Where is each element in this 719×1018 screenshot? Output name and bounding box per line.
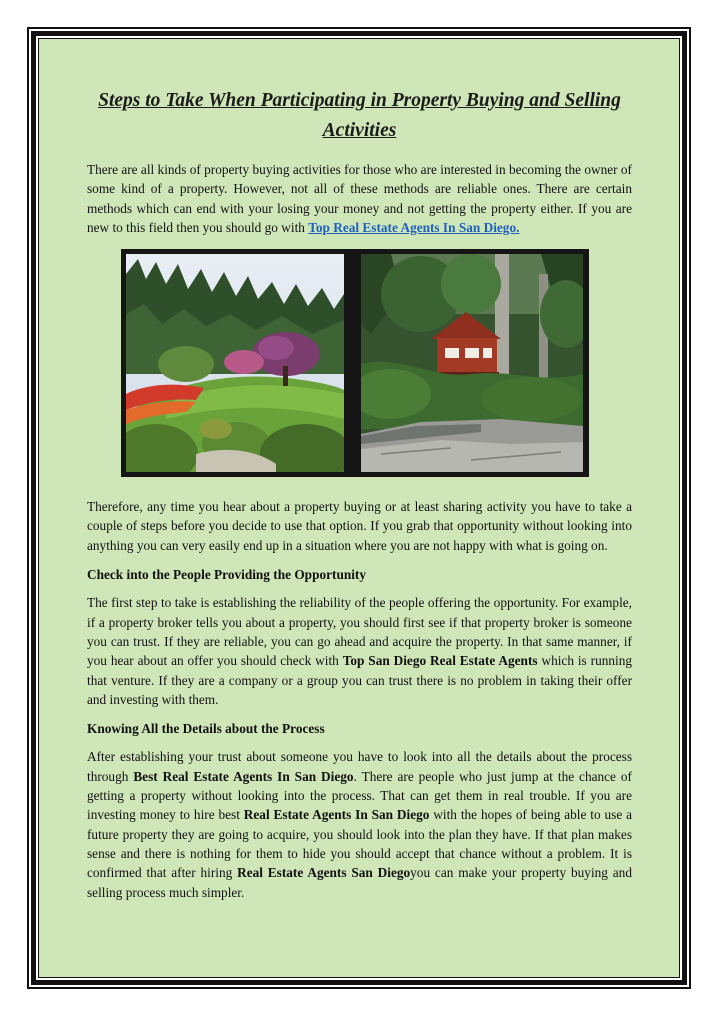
section1-paragraph [87, 593, 632, 709]
section1-text-b: which is running that venture. If they are a company or a group you can trust there is no problem in taking their offer and investing with them. [87, 653, 633, 707]
section1-text-a: The first step to take is establishing the reliability of the people offering the opportunity. For example, if a property broker tells you about a property, you should first see if that property broker is someone you can trust. If they are reliable, you can go ahead and acquire the property. In that same manner, if you hear about an offer you should check with [87, 595, 632, 669]
top-agents-link[interactable]: Top Real Estate Agents In San Diego. [308, 219, 520, 235]
intro-text: There are all kinds of property buying activities for those who are interested in becoming the owner of some kind of a property. However, not all of these methods are reliable ones. There are certain methods which can end with your losing your money and not getting the property either. If you are new to this field then you should go with [87, 162, 632, 235]
section1-bold-agents: Top San Diego Real Estate Agents [342, 653, 538, 669]
document-title: Steps to Take When Participating in Property Buying and Selling Activities [98, 90, 621, 141]
section2-bold-best-agents: Best Real Estate Agents In San Diego [133, 768, 354, 784]
intro-paragraph [87, 160, 632, 237]
garden-photo [126, 254, 344, 472]
section2-bold-agents-sd: Real Estate Agents San Diego [237, 865, 411, 881]
cabin-photo [361, 254, 583, 472]
document-content [87, 86, 632, 912]
photo-collage [121, 249, 589, 477]
section1-heading: Check into the People Providing the Opportunity [87, 567, 367, 583]
section2-heading: Knowing All the Details about the Process [87, 721, 325, 737]
section2-bold-agents: Real Estate Agents In San Diego [243, 807, 430, 823]
section2-text-c: with the hopes of being able to use a future property they are going to acquire, you should look into the plan they have. If that plan makes sense and there is nothing for them to hide you should accept that chance without a problem. It is confirmed that after hiring [87, 807, 633, 881]
section2-text-d: you can make your property buying and selling process much simpler. [87, 865, 632, 900]
section2-text-b: . There are people who just jump at the chance of getting a property without looking into the process. That can get them in real trouble. If you are investing money to hire best [87, 768, 632, 823]
section2-paragraph [87, 747, 632, 901]
section2-text-a: After establishing your trust about someone you have to look into all the details about the process through [87, 749, 632, 784]
paragraph-therefore: Therefore, any time you hear about a property buying or at least sharing activity you have to take a couple of steps before you decide to use that option. If you grab that opportunity without looking into anything you can very easily end up in a situation where you are not happy with what is going on. [87, 499, 632, 553]
